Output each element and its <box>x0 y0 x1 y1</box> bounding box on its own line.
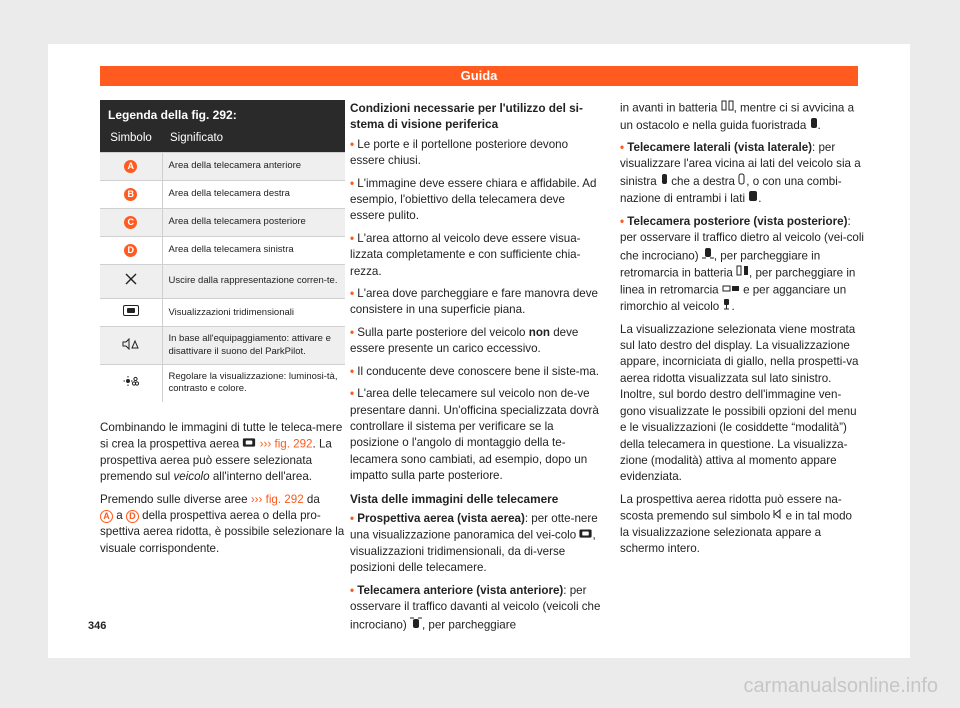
watermark: carmanualsonline.info <box>743 675 938 697</box>
legend-row <box>100 209 345 237</box>
legend-row <box>100 181 345 209</box>
text: che a destra <box>671 174 736 188</box>
label-a-badge: A <box>100 510 113 523</box>
text: , per parcheggiare in retromarcia in batteria <box>620 248 821 280</box>
text: Premendo sulle diverse aree <box>100 492 248 506</box>
legend-title: Legenda della fig. 292: <box>100 100 345 128</box>
column-left <box>100 100 345 563</box>
bullet-item: • Sulla parte posteriore del veicolo non deve essere presente un carico eccessivo. <box>350 325 579 356</box>
text: veicolo <box>173 470 210 484</box>
parallel-parking-icon <box>722 282 740 298</box>
text: , visualizzazioni tridimensionali, da di-verse posizioni delle telecamere. <box>350 528 596 575</box>
legend-meaning: Area della telecamera anteriore <box>162 153 345 181</box>
legend-meaning: Area della telecamera sinistra <box>162 237 345 265</box>
text: in avanti in batteria <box>620 101 718 115</box>
paragraph: La visualizzazione selezionata viene mostrata sul lato destro del display. La visualizzazione appare, incorniciata di giallo, nella prospetti-va aerea ridotta visualizzata sul lato sinistro. Inoltre, sul bordo destro dell'immagine ven-gono visualizzate le possibili opzioni del menu e le visualizzazioni (le cosiddette “modalità”) della telecamera in questione. La visualizza-zione (modalità) attiva al momento appare evidenziata. <box>620 322 859 484</box>
parking-forward-icon <box>721 100 734 116</box>
text: . La prospettiva aerea può essere selezionata premendo sul <box>100 437 332 484</box>
text: , per parcheggiare in linea in retromarcia <box>620 266 856 296</box>
text: da <box>306 492 320 506</box>
bullet-item: • Le porte e il portellone posteriore devono essere chiusi. <box>350 137 569 168</box>
text: L'area dove parcheggiare e fare manovra deve consistere in una superficie piana. <box>350 287 598 317</box>
3d-view-icon <box>579 527 592 543</box>
label-c-badge: C <box>124 216 137 229</box>
legend-table <box>100 100 345 402</box>
legend-row <box>100 265 345 299</box>
figure-ref-link[interactable]: ››› fig. 292 <box>259 437 313 451</box>
legend-meaning: Regolare la visualizzazione: luminosi-tà, contrasto e colore. <box>162 365 345 402</box>
text: Prospettiva aerea (vista aerea) <box>357 511 525 525</box>
text: all'interno dell'area. <box>212 470 312 484</box>
text: L'area delle telecamere sul veicolo non de-ve presentare danni. Un'officina specializzata dovrà controllare il sistema per verificare se la posizione o l'angolo di montaggio della te-lecamera sono cambiati, ad esempio, dopo un impatto sulla parte posteriore. <box>350 387 599 483</box>
bullet-item: • Il conducente deve conoscere bene il siste-ma. <box>350 364 599 378</box>
text: L'area attorno al veicolo deve essere visua-lizzata completamente e con sufficiente chia-rezza. <box>350 231 581 278</box>
bullet-item: • L'area delle telecamere sul veicolo non de-ve presentare danni. Un'officina specializzata dovrà controllare il sistema per verificare se la posizione o l'angolo di montaggio della te-lecamera sono cambiati, ad esempio, dopo un impatto sulla parte posteriore. <box>350 387 599 483</box>
bullet-item: • Prospettiva aerea (vista aerea): per otte-nere una visualizzazione panoramica del vei-colo , visualizzazioni tridimensionali, da di-verse posizioni delle telecamere. <box>350 511 598 575</box>
legend-meaning: Visualizzazioni tridimensionali <box>162 299 345 327</box>
bullet-item: • Telecamera posteriore (vista posteriore): per osservare il traffico dietro al veicolo (vei-coli che incrociano) , per parcheggiare in retromarcia in batteria , per parcheggiare in linea in retromarcia e per agganciare un rimorchio al veicolo . <box>620 214 864 316</box>
text: Telecamera anteriore (vista anteriore) <box>357 583 564 597</box>
left-side-icon <box>660 173 668 190</box>
paragraph <box>620 100 864 134</box>
text: Telecamere laterali (vista laterale) <box>627 141 813 155</box>
text: Telecamera posteriore (vista posteriore) <box>627 214 848 228</box>
text: L'immagine deve essere chiara e affidabile. Ad esempio, l'obiettivo della telecamera deve essere pulito. <box>350 176 597 223</box>
text: , per parcheggiare <box>421 617 517 631</box>
text: a <box>116 509 123 523</box>
paragraph <box>100 420 345 486</box>
legend-meaning: In base all'equipaggiamento: attivare e disattivare il suono del ParkPilot. <box>162 327 345 365</box>
legend-row <box>100 237 345 265</box>
text: : per visualizzare l'area vicina ai lati del veicolo sia a sinistra <box>620 141 861 188</box>
text: e in tal modo la visualizzazione selezionata appare a schermo intero. <box>620 509 853 556</box>
page-number: 346 <box>88 620 107 632</box>
3d-view-icon <box>123 305 139 320</box>
text: La prospettiva aerea ridotta può essere na-scosta premendo sul simbolo <box>620 492 842 523</box>
legend-row <box>100 327 345 365</box>
bullet-item: • Telecamera anteriore (vista anteriore): per osservare il traffico davanti al veicolo (veicoli che incrociano) , per parcheggiare <box>350 583 602 634</box>
legend-col-meaning: Significato <box>162 128 345 153</box>
bullet-item: • L'immagine deve essere chiara e affidabile. Ad esempio, l'obiettivo della telecamera deve essere pulito. <box>350 176 597 223</box>
collapse-left-icon <box>773 508 782 524</box>
legend-header-row <box>100 128 345 153</box>
text: : per osservare il traffico dietro al veicolo (vei-coli che incrociano) <box>620 214 864 262</box>
cross-traffic-rear-icon <box>702 247 714 265</box>
text: , mentre ci si avvicina a un ostacolo e nella guida fuoristrada <box>620 101 855 132</box>
label-a-badge: A <box>124 160 137 173</box>
figure-ref-link[interactable]: ››› fig. 292 <box>250 492 304 506</box>
text: . <box>731 300 735 314</box>
paragraph <box>620 492 864 558</box>
column-middle <box>350 100 602 640</box>
legend-col-symbol: Simbolo <box>100 128 162 153</box>
bullet-item: • L'area attorno al veicolo deve essere visua-lizzata completamente e con sufficiente chia-rezza. <box>350 231 581 278</box>
section-heading: Condizioni necessarie per l'utilizzo del si-stema di visione periferica <box>350 101 583 132</box>
manual-page <box>48 44 910 658</box>
legend-meaning: Area della telecamera posteriore <box>162 209 345 237</box>
label-b-badge: B <box>124 188 137 201</box>
legend-meaning: Area della telecamera destra <box>162 181 345 209</box>
legend-row <box>100 365 345 402</box>
text: deve essere presente un carico eccessivo. <box>350 325 579 356</box>
text: Combinando le immagini di tutte le teleca-mere si crea la prospettiva aerea <box>100 420 343 451</box>
text: . <box>758 192 762 206</box>
text: Le porte e il portellone posteriore devono essere chiusi. <box>350 137 569 168</box>
brightness-icon <box>123 375 139 391</box>
cross-traffic-front-icon <box>410 616 422 634</box>
bullet-item: • L'area dove parcheggiare e fare manovra deve consistere in una superficie piana. <box>350 287 598 317</box>
close-icon <box>125 273 137 289</box>
text: Sulla parte posteriore del veicolo <box>357 325 526 339</box>
both-sides-icon <box>748 190 758 207</box>
3d-view-icon <box>242 436 256 452</box>
section-heading: Vista delle immagini delle telecamere <box>350 491 559 506</box>
column-right <box>620 100 864 564</box>
paragraph <box>100 492 345 558</box>
text: : per osservare il traffico davanti al veicolo (veicoli che incrociano) <box>350 583 601 631</box>
reverse-parking-icon <box>736 265 749 281</box>
text: , o con una combi-nazione di entrambi i lati <box>620 174 842 206</box>
text: : per otte-nere una visualizzazione panoramica del vei-colo <box>350 511 598 542</box>
text: e per agganciare un rimorchio al veicolo <box>620 282 847 314</box>
label-d-badge: D <box>126 510 139 523</box>
bullet-item: • Telecamere laterali (vista laterale): per visualizzare l'area vicina ai lati del veicolo sia a sinistra che a destra , o con una combi-nazione di entrambi i lati . <box>620 140 864 208</box>
legend-meaning: Uscire dalla rappresentazione corren-te. <box>162 265 345 299</box>
legend-row <box>100 153 345 181</box>
legend-row <box>100 299 345 327</box>
text: della prospettiva aerea o della pro-spettiva aerea ridotta, è possibile selezionare la visuale corrispondente. <box>100 509 345 555</box>
text: Il conducente deve conoscere bene il siste-ma. <box>357 364 599 378</box>
text: non <box>528 325 550 339</box>
mute-parkpilot-icon <box>122 338 140 354</box>
label-d-badge: D <box>124 244 137 257</box>
text: . <box>817 118 821 132</box>
section-header: Guida <box>100 66 858 86</box>
offroad-icon <box>810 117 818 134</box>
intro-text <box>100 420 345 558</box>
